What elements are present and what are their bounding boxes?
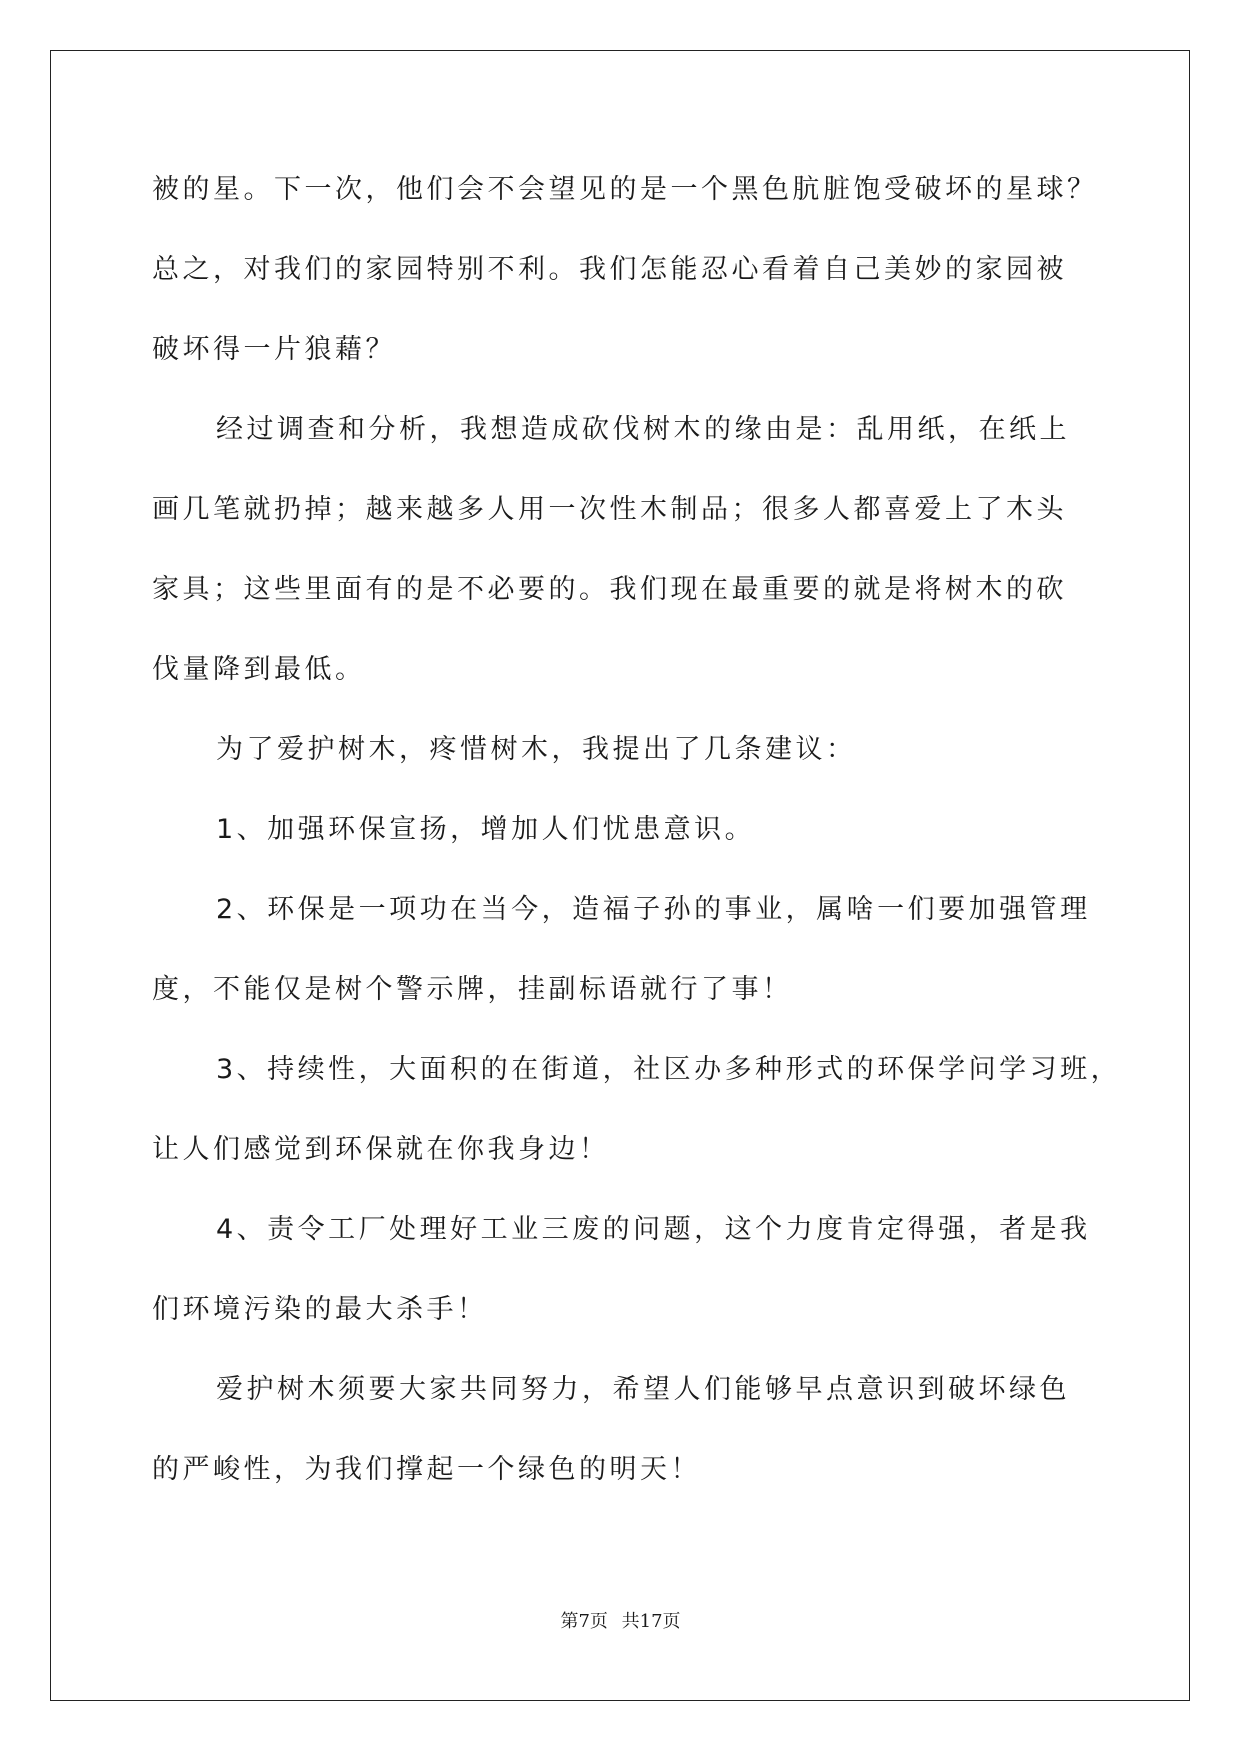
text-line: 们环境污染的最大杀手！	[152, 1294, 488, 1325]
list-item: 2、环保是一项功在当今，造福子孙的事业，属啥一们要加强管理	[216, 894, 1091, 925]
text-line: 破坏得一片狼藉？	[152, 334, 396, 365]
paragraph-start: 经过调查和分析，我想造成砍伐树木的缘由是：乱用纸，在纸上	[216, 414, 1070, 445]
text-line: 画几笔就扔掉；越来越多人用一次性木制品；很多人都喜爱上了木头	[152, 494, 1067, 525]
page-number: 第7页 共17页	[560, 1611, 681, 1632]
text-line: 家具；这些里面有的是不必要的。我们现在最重要的就是将树木的砍	[152, 574, 1067, 605]
text-line: 的严峻性，为我们撑起一个绿色的明天！	[152, 1454, 701, 1485]
text-line: 伐量降到最低。	[152, 654, 366, 685]
text-line: 总之，对我们的家园特别不利。我们怎能忍心看着自己美妙的家园被	[152, 254, 1067, 285]
text-line: 被的星。下一次，他们会不会望见的是一个黑色肮脏饱受破坏的星球？	[152, 174, 1098, 205]
paragraph-start: 为了爱护树木，疼惜树木，我提出了几条建议：	[216, 734, 857, 765]
list-item: 1、加强环保宣扬，增加人们忧患意识。	[216, 814, 756, 845]
text-line: 度，不能仅是树个警示牌，挂副标语就行了事！	[152, 974, 793, 1005]
text-line: 让人们感觉到环保就在你我身边！	[152, 1134, 610, 1165]
paragraph-start: 爱护树木须要大家共同努力，希望人们能够早点意识到破坏绿色	[216, 1374, 1070, 1405]
list-item: 3、持续性，大面积的在街道，社区办多种形式的环保学问学习班，	[216, 1054, 1122, 1085]
list-item: 4、责令工厂处理好工业三废的问题，这个力度肯定得强，者是我	[216, 1214, 1091, 1245]
